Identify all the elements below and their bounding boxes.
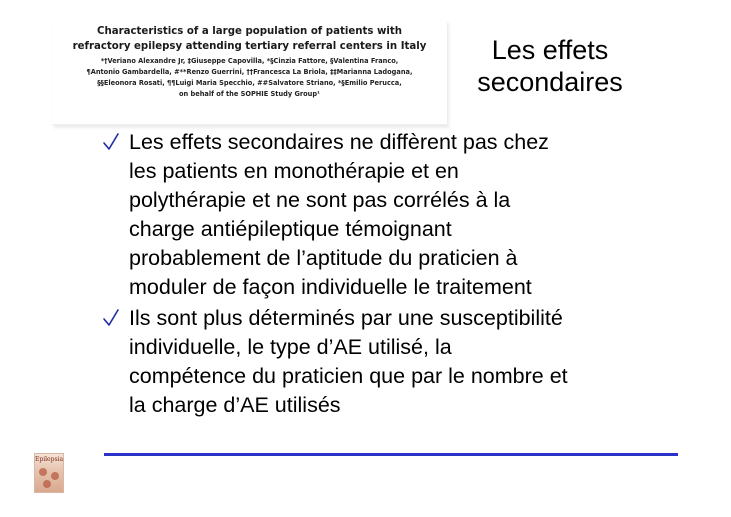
bullet-line: Ils sont plus déterminés par une susceptibilité (129, 306, 563, 330)
paper-authors (52, 56, 447, 100)
paper-author-line: ¶Antonio Gambardella, #**Renzo Guerrini, ††Francesca La Briola, ‡‡Marianna Ladogana, (86, 68, 413, 76)
cover-decoration (39, 468, 47, 476)
bullet-line: les patients en monothérapie et en (129, 159, 459, 183)
paper-header-card (52, 20, 447, 125)
bullet-line: individuelle, le type d’AE utilisé, la (129, 335, 452, 359)
bullet-line: compétence du praticien que par le nombre et (129, 364, 568, 388)
bullet-line: polythérapie et ne sont pas corrélés à la (129, 188, 511, 212)
bullet-line: moduler de façon individuelle le traitement (129, 275, 532, 299)
slide-title (452, 34, 648, 98)
bullet-list (102, 128, 702, 420)
slide-title-line: secondaires (477, 67, 623, 97)
journal-cover-label: Epilepsia (35, 456, 64, 463)
bullet-line: Les effets secondaires ne diffèrent pas chez (129, 130, 549, 154)
bullet-item (102, 128, 702, 302)
bullet-line: charge antiépileptique témoignant (129, 217, 452, 241)
bullet-line: la charge d’AE utilisés (129, 393, 341, 417)
slide-title-line: Les effets (491, 35, 609, 65)
bullet-line: probablement de l’aptitude du praticien à (129, 246, 518, 270)
paper-title (52, 24, 447, 54)
paper-author-line: §§Eleonora Rosati, ¶¶Luigi Maria Specchio, ##Salvatore Striano, *§Emilio Perucca, (97, 79, 402, 87)
paper-title-line: refractory epilepsy attending tertiary referral centers in Italy (72, 41, 427, 52)
cover-decoration (43, 480, 51, 488)
cover-decoration (51, 472, 59, 480)
footer-divider (104, 453, 678, 456)
paper-author-line: *†Veriano Alexandre Jr, ‡Giuseppe Capovilla, *§Cinzia Fattore, §Valentina Franco, (100, 57, 399, 65)
paper-title-line: Characteristics of a large population of patients with (97, 26, 402, 37)
paper-author-line: on behalf of the SOPHIE Study Group¹ (179, 90, 320, 98)
bullet-item (102, 304, 702, 420)
journal-cover-thumbnail (34, 453, 64, 493)
checkmark-icon (102, 308, 120, 328)
checkmark-icon (102, 132, 120, 152)
